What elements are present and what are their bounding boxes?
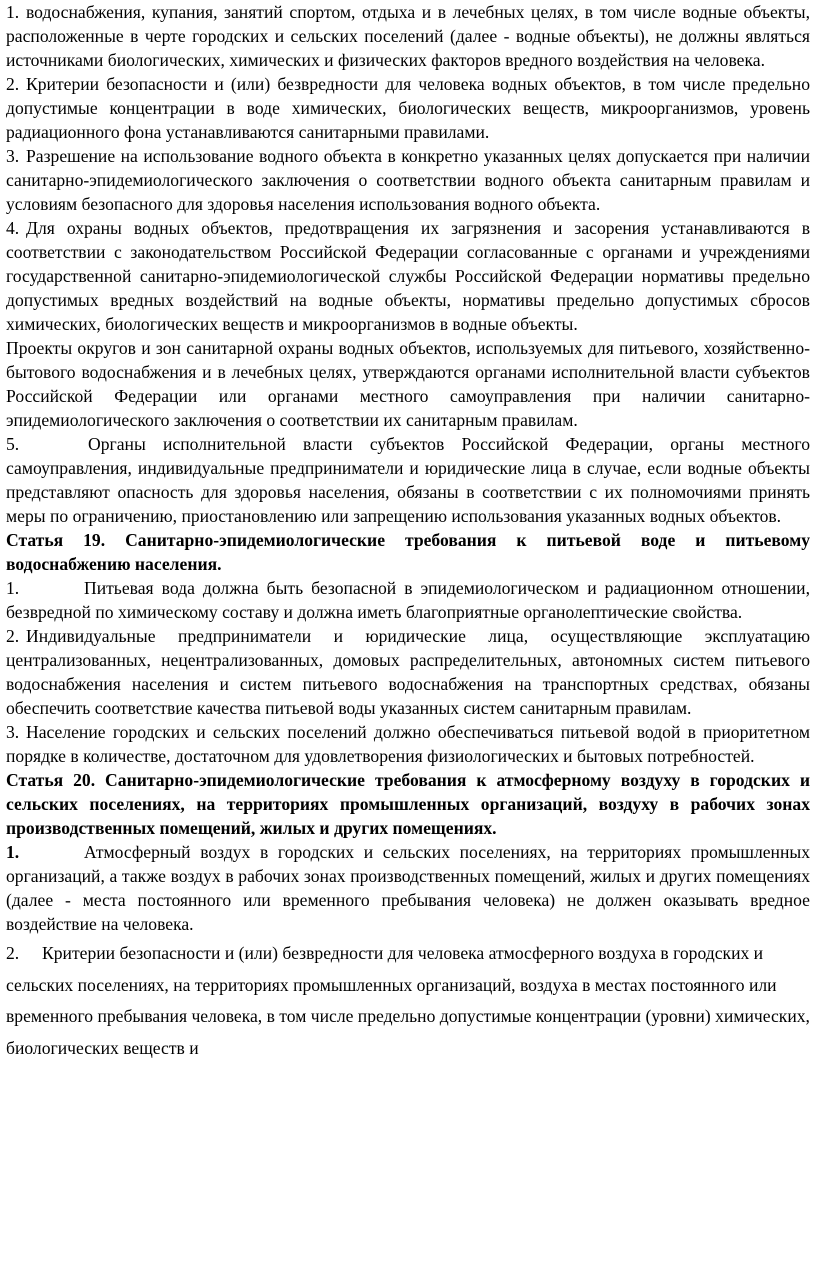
paragraph-number: 1. (6, 2, 20, 22)
item-number: 1. (6, 578, 20, 598)
paragraph-text: водоснабжения, купания, занятий спортом, отдыха и в лечебных целях, в том числе водные объекты, расположенные в черте городских и сельских поселений (далее - водные объекты), не должны являться источниками биологических, химических и физических факторов вредного воздействия на человека. (6, 2, 810, 70)
item-number: 3. (6, 722, 20, 742)
item-text: Критерии безопасности и (или) безвредности для человека атмосферного воздуха в городских и сельских поселениях, на территориях промышленных организаций, воздуха в местах постоянного или временного пребывания человека, в том числе предельно допустимые концентрации (уровни) химических, биологических веществ и (6, 943, 810, 1058)
paragraph-number: 5. (6, 434, 20, 454)
article-19-item-3 (6, 720, 810, 768)
paragraph-projects (6, 336, 810, 432)
paragraph-1 (6, 0, 810, 72)
paragraph-number: 4. (6, 218, 20, 238)
paragraph-text: Органы исполнительной власти субъектов Российской Федерации, органы местного самоуправления, индивидуальные предприниматели и юридические лица в случае, если водные объекты представляют опасность для здоровья населения, обязаны в соответствии с их полномочиями принять меры по ограничению, приостановлению или запрещению использования указанных водных объектов. (6, 434, 810, 526)
paragraph-3 (6, 144, 810, 216)
article-20-item-1 (6, 840, 810, 936)
paragraph-text: Проекты округов и зон санитарной охраны водных объектов, используемых для питьевого, хозяйственно-бытового водоснабжения и в лечебных целях, утверждаются органами исполнительной власти субъектов Российской Федерации или органами местного самоуправления при наличии санитарно-эпидемиологического заключения о соответствии их санитарным правилам. (6, 338, 810, 430)
paragraph-4 (6, 216, 810, 336)
item-number: 1. (6, 842, 20, 862)
article-20-heading: Статья 20. Санитарно-эпидемиологические требования к атмосферному воздуху в городских и сельских поселениях, на территориях промышленных организаций, воздуху в рабочих зонах производственных помещений, жилых и других помещениях. (6, 770, 810, 838)
item-text: Питьевая вода должна быть безопасной в эпидемиологическом и радиационном отношении, безвредной по химическому составу и должна иметь благоприятные органолептические свойства. (6, 578, 810, 622)
article-20-item-2 (6, 938, 810, 1064)
article-19-item-2 (6, 624, 810, 720)
article-19-heading: Статья 19. Санитарно-эпидемиологические требования к питьевой воде и питьевому водоснабжению населения. (6, 530, 810, 574)
paragraph-2 (6, 72, 810, 144)
paragraph-text: Критерии безопасности и (или) безвредности для человека водных объектов, в том числе предельно допустимые концентрации в воде химических, биологических веществ, микроорганизмов, уровень радиационного фона устанавливаются санитарными правилами. (6, 74, 810, 142)
paragraph-text: Для охраны водных объектов, предотвращения их загрязнения и засорения устанавливаются в соответствии с законодательством Российской Федерации согласованные с органами и учреждениями государственной санитарно-эпидемиологической службы Российской Федерации нормативы предельно допустимых вредных воздействий на водные объекты, нормативы предельно допустимых сбросов химических, биологических веществ и микроорганизмов в водные объекты. (6, 218, 810, 334)
item-number: 2. (6, 626, 20, 646)
paragraph-5 (6, 432, 810, 528)
paragraph-number: 3. (6, 146, 20, 166)
item-text: Население городских и сельских поселений должно обеспечиваться питьевой водой в приоритетном порядке в количестве, достаточном для удовлетворения физиологических и бытовых потребностей. (6, 722, 810, 766)
item-text: Атмосферный воздух в городских и сельских поселениях, на территориях промышленных организаций, а также воздух в рабочих зонах производственных помещений, жилых и других помещениях (далее - места постоянного или временного пребывания человека) не должен оказывать вредное воздействие на человека. (6, 842, 810, 934)
item-number: 2. (6, 943, 20, 963)
paragraph-number: 2. (6, 74, 20, 94)
article-19-item-1 (6, 576, 810, 624)
paragraph-text: Разрешение на использование водного объекта в конкретно указанных целях допускается при наличии санитарно-эпидемиологического заключения о соответствии водного объекта санитарным правилам и условиям безопасного для здоровья населения использования водного объекта. (6, 146, 810, 214)
item-text: Индивидуальные предприниматели и юридические лица, осуществляющие эксплуатацию централизованных, нецентрализованных, домовых распределительных, автономных систем питьевого водоснабжения населения и систем питьевого водоснабжения на транспортных средствах, обязаны обеспечить соответствие качества питьевой воды указанных систем санитарным правилам. (6, 626, 810, 718)
